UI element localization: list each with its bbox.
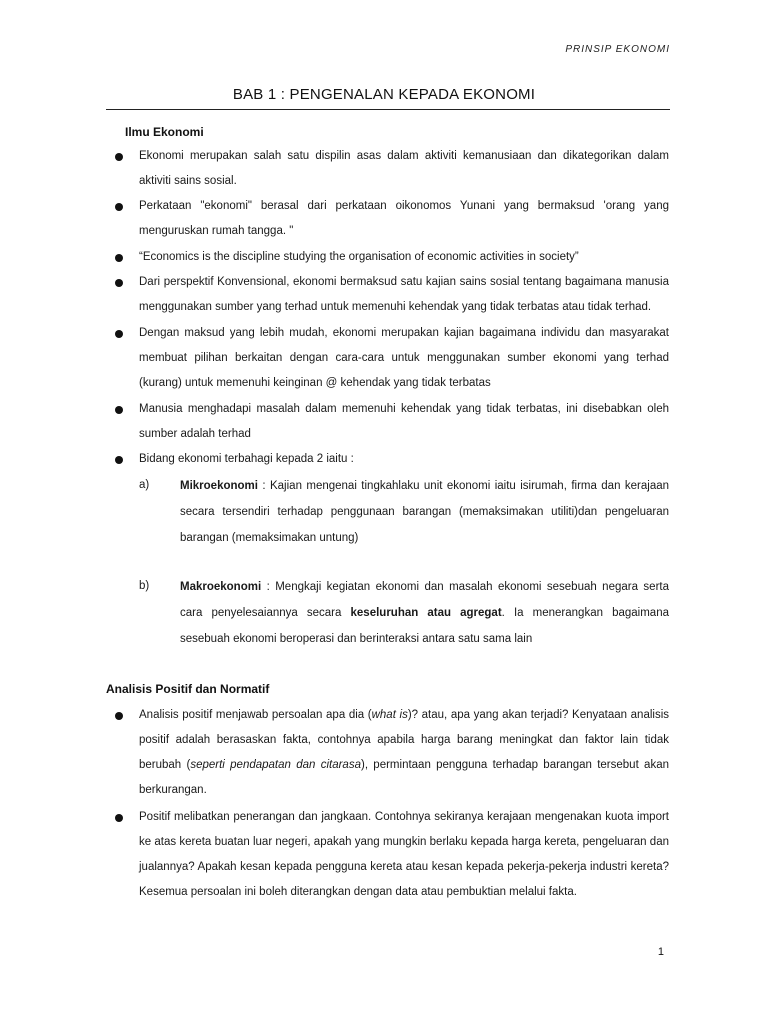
running-header: PRINSIP EKONOMI (565, 44, 670, 55)
bullet-dot (115, 456, 123, 464)
analisis-positif-text (139, 703, 669, 803)
bullet-dot (115, 814, 123, 822)
bullet-dot (115, 254, 123, 262)
makroekonomi-definition-start: : Mengkaji kegiatan ekonomi dan masalah ekonomi sesebuah negara serta cara penyelesaiannya secara (180, 581, 669, 619)
bullet-dot (115, 712, 123, 720)
bullet-text-5: Dengan maksud yang lebih mudah, ekonomi merupakan kajian bagaimana individu dan masyarakat membuat pilihan berkaitan dengan cara-cara untuk menggunakan sumber ekonomi yang terhad (kurang) untuk memenuhi keinginan @ kehendak yang tidak terbatas (139, 327, 669, 389)
text-run: Analisis positif menjawab persoalan apa dia ( (139, 709, 372, 721)
bullet-dot (115, 279, 123, 287)
positif-penerangan-text: Positif melibatkan penerangan dan jangkaan. Contohnya sekiranya kerajaan mengenakan kuota import ke atas kereta buatan luar negeri, apakah yang mungkin berlaku kepada harga kereta, pengeluaran dan jualannya? Apakah kesan kepada pengguna kereta atau kesan kepada pekerja-pekerja industri kereta? Kesemua persoalan ini boleh diterangkan dengan data atau pembuktian melalui fakta. (139, 811, 669, 898)
bullet-dot (115, 203, 123, 211)
bullet-dot (115, 406, 123, 414)
mikroekonomi-definition: : Kajian mengenai tingkahlaku unit ekonomi iaitu isirumah, firma dan kerajaan secara tersendiri terhadap penggunaan barangan (memaksimakan utiliti)dan pengeluaran barangan (memaksimakan untung) (180, 480, 669, 544)
section-heading-analisis: Analisis Positif dan Normatif (106, 682, 270, 696)
text-run: )? atau, apa yang akan terjadi? Kenyataan analisis positif adalah berasaskan fakta, contohnya apabila harga barang meningkat dan faktor lain tidak berubah ( (139, 709, 670, 771)
makroekonomi-emphasis: keseluruhan atau agregat (350, 607, 502, 619)
italic-run: what is (371, 709, 408, 721)
bullet-text-3: “Economics is the discipline studying the organisation of economic activities in society” (139, 251, 579, 263)
bullet-text-2: Perkataan "ekonomi" berasal dari perkataan oikonomos Yunani yang bermaksud 'orang yang menguruskan rumah tangga. " (139, 200, 669, 237)
subitem-makroekonomi (180, 574, 669, 652)
section-heading-ilmu-ekonomi: Ilmu Ekonomi (125, 125, 204, 139)
subitem-marker-a: a) (139, 479, 150, 491)
bullet-text-7: Bidang ekonomi terbahagi kepada 2 iaitu : (139, 453, 354, 465)
page-number: 1 (657, 946, 664, 958)
bullet-text-1: Ekonomi merupakan salah satu dispilin asas dalam aktiviti kemanusiaan dan dikategorikan dalam aktiviti sains sosial. (139, 150, 669, 187)
term-mikroekonomi: Mikroekonomi (180, 480, 258, 492)
text-run: ), permintaan pengguna terhadap barangan tersebut akan berkurangan. (139, 759, 669, 796)
makroekonomi-definition-end: . Ia menerangkan bagaimana sesebuah ekonomi beroperasi dan berinteraksi antara satu sama lain (180, 607, 669, 645)
bullet-text-6: Manusia menghadapi masalah dalam memenuhi kehendak yang tidak terbatas, ini disebabkan oleh sumber adalah terhad (139, 403, 669, 440)
subitem-mikroekonomi (180, 473, 669, 551)
bullet-dot (115, 330, 123, 338)
bullet-text-4: Dari perspektif Konvensional, ekonomi bermaksud satu kajian sains sosial tentang bagaimana manusia menggunakan sumber yang terhad untuk memenuhi kehendak yang tidak terbatas atau tidak terhad. (139, 276, 669, 313)
title-underline (106, 109, 670, 110)
bullet-dot (115, 153, 123, 161)
chapter-title: BAB 1 : PENGENALAN KEPADA EKONOMI (232, 86, 536, 103)
subitem-marker-b: b) (139, 580, 150, 592)
italic-run: seperti pendapatan dan citarasa (190, 759, 361, 771)
term-makroekonomi: Makroekonomi (180, 581, 262, 593)
